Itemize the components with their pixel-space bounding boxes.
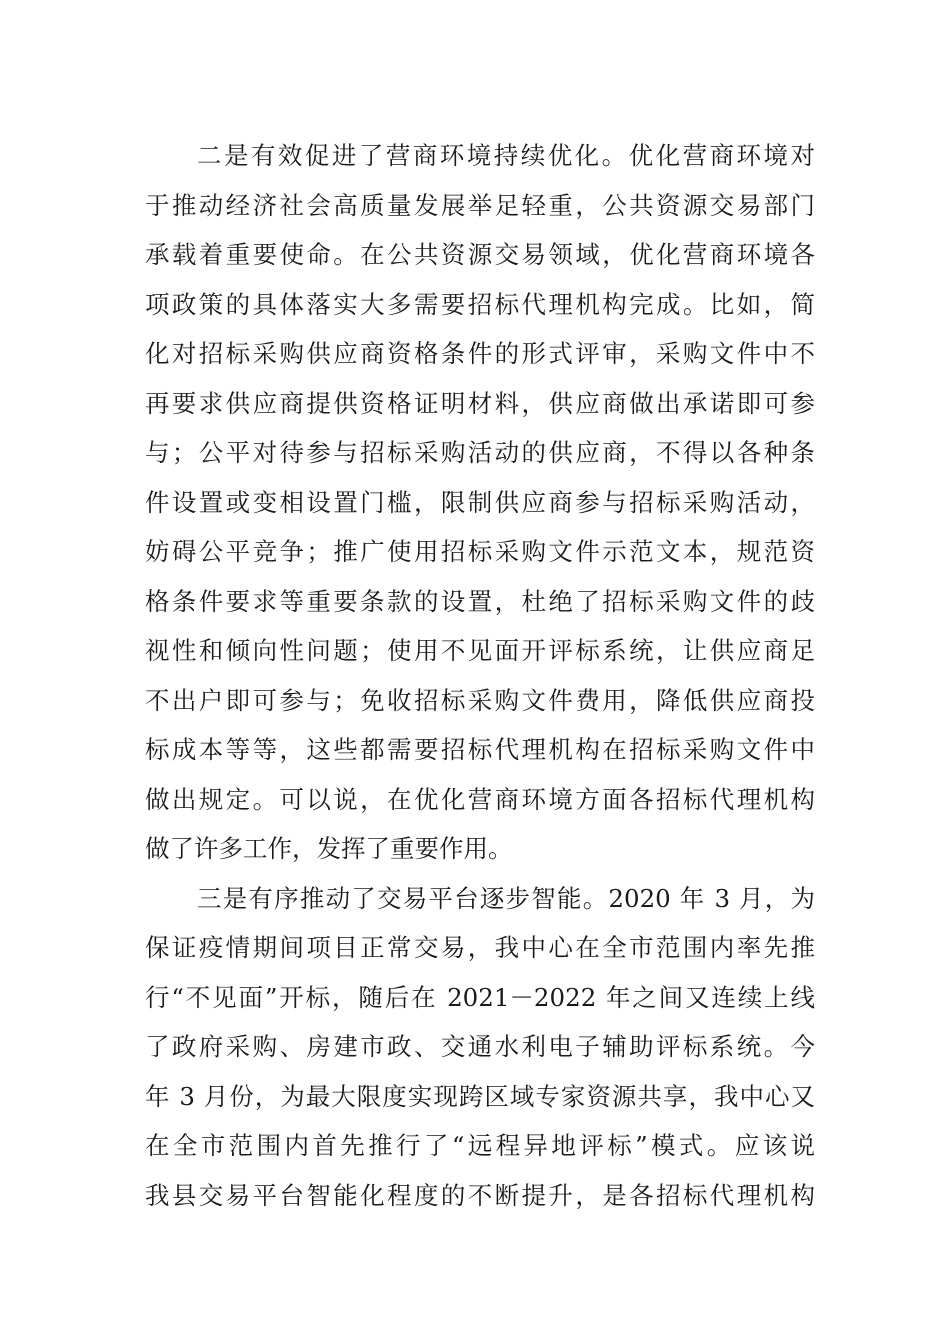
text-line: 格条件要求等重要条款的设置，杜绝了招标采购文件的歧	[145, 586, 815, 616]
paragraph-business-environment	[145, 131, 815, 874]
paragraph-trading-platform	[145, 874, 815, 1221]
text-line: 与；公平对待参与招标采购活动的供应商，不得以各种条	[145, 438, 815, 467]
text-line: 于推动经济社会高质量发展举足轻重，公共资源交易部门	[145, 190, 815, 220]
text-line: 了政府采购、房建市政、交通水利电子辅助评标系统。今	[145, 1032, 815, 1061]
text-line: 视性和倾向性问题；使用不见面开评标系统，让供应商足	[145, 636, 815, 665]
text-line: 件设置或变相设置门槛，限制供应商参与招标采购活动，	[145, 487, 815, 517]
text-line: 行“不见面”开标，随后在 2021－2022 年之间又连续上线	[145, 982, 815, 1012]
text-line: 化对招标采购供应商资格条件的形式评审，采购文件中不	[145, 339, 815, 368]
text-line: 承载着重要使命。在公共资源交易领域，优化营商环境各	[145, 240, 815, 269]
text-line: 二是有效促进了营商环境持续优化。优化营商环境对	[197, 141, 815, 170]
text-line: 项政策的具体落实大多需要招标代理机构完成。比如，简	[145, 289, 815, 319]
text-line: 不出户即可参与；免收招标采购文件费用，降低供应商投	[145, 685, 815, 715]
text-line: 做了许多工作，发挥了重要作用。	[145, 834, 513, 863]
body-text	[145, 131, 815, 1220]
text-line: 做出规定。可以说，在优化营商环境方面各招标代理机构	[145, 784, 815, 814]
text-line: 标成本等等，这些都需要招标代理机构在招标采购文件中	[145, 735, 815, 764]
text-line: 三是有序推动了交易平台逐步智能。2020 年 3 月，为	[197, 883, 815, 913]
text-line: 再要求供应商提供资格证明材料，供应商做出承诺即可参	[145, 388, 815, 418]
text-line: 保证疫情期间项目正常交易，我中心在全市范围内率先推	[145, 933, 815, 962]
text-line: 年 3 月份，为最大限度实现跨区域专家资源共享，我中心又	[145, 1081, 815, 1111]
text-line: 妨碍公平竞争；推广使用招标采购文件示范文本，规范资	[145, 537, 815, 566]
text-line: 我县交易平台智能化程度的不断提升，是各招标代理机构	[145, 1180, 815, 1210]
text-line: 在全市范围内首先推行了“远程异地评标”模式。应该说	[145, 1131, 815, 1160]
